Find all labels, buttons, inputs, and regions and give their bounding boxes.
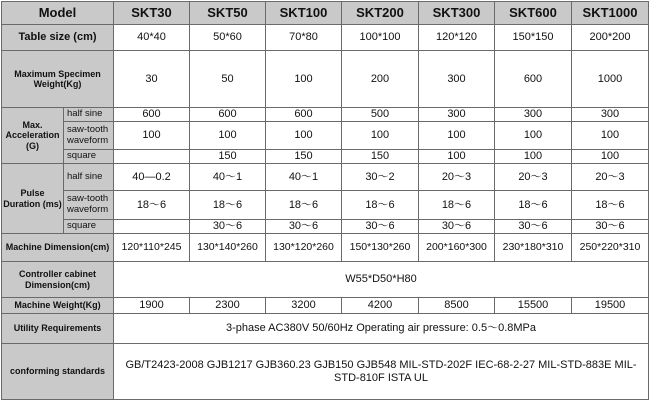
machine-dimension-row [2,234,649,262]
pulse-square-value: 30～6 [190,220,266,234]
pulse-square-value: 30～6 [342,220,419,234]
controller-dimension-value: W55*D50*H80 [114,262,649,298]
pulse-sawtooth-value: 18～6 [342,191,419,220]
acceleration-square-value: 100 [419,150,495,164]
acceleration-half-sine-value: 300 [572,108,649,122]
acceleration-square-value: 100 [572,150,649,164]
acceleration-square-value [114,150,190,164]
acceleration-half-sine-value: 500 [342,108,419,122]
model-skt1000: SKT1000 [572,2,649,25]
max-weight-value: 600 [495,51,572,108]
machine-weight-label: Machine Weight(Kg) [2,298,114,314]
max-weight-label: Maximum Specimen Weight(Kg) [2,51,114,108]
max-weight-value: 50 [190,51,266,108]
pulse-half-sine-value: 20～3 [495,164,572,191]
machine-weight-value: 15500 [495,298,572,314]
max-weight-value: 1000 [572,51,649,108]
pulse-sawtooth-value: 18～6 [572,191,649,220]
acceleration-sawtooth-value: 100 [495,122,572,150]
table-size-value: 50*60 [190,25,266,51]
acceleration-half-sine-label: half sine [64,108,114,122]
machine-dimension-value: 150*130*260 [342,234,419,262]
model-label: Model [2,2,114,25]
pulse-half-sine-row [2,164,649,191]
machine-dimension-value: 130*140*260 [190,234,266,262]
pulse-square-row [2,220,649,234]
acceleration-square-value: 150 [342,150,419,164]
pulse-square-value: 30～6 [266,220,342,234]
table-size-value: 40*40 [114,25,190,51]
table-size-value: 70*80 [266,25,342,51]
pulse-square-value: 30～6 [419,220,495,234]
utility-value: 3-phase AC380V 50/60Hz Operating air pressure: 0.5～0.8MPa [114,314,649,344]
machine-dimension-value: 200*160*300 [419,234,495,262]
acceleration-sawtooth-value: 100 [266,122,342,150]
machine-weight-value: 19500 [572,298,649,314]
max-weight-row [2,51,649,108]
pulse-half-sine-value: 40～1 [266,164,342,191]
pulse-sawtooth-row [2,191,649,220]
machine-dimension-value: 230*180*310 [495,234,572,262]
table-size-value: 120*120 [419,25,495,51]
model-skt300: SKT300 [419,2,495,25]
acceleration-half-sine-value: 300 [419,108,495,122]
pulse-sawtooth-label: saw-tooth waveform [64,191,114,220]
acceleration-half-sine-row [2,108,649,122]
pulse-half-sine-value: 30～2 [342,164,419,191]
acceleration-square-value: 150 [266,150,342,164]
acceleration-sawtooth-value: 100 [572,122,649,150]
machine-dimension-value: 250*220*310 [572,234,649,262]
acceleration-square-row [2,150,649,164]
standards-row [2,344,649,400]
pulse-half-sine-value: 40—0.2 [114,164,190,191]
acceleration-sawtooth-value: 100 [190,122,266,150]
controller-dimension-label: Controller cabinet Dimension(cm) [2,262,114,298]
machine-weight-row [2,298,649,314]
pulse-sawtooth-value: 18～6 [495,191,572,220]
pulse-sawtooth-value: 18～6 [190,191,266,220]
pulse-square-value: 30～6 [572,220,649,234]
model-skt200: SKT200 [342,2,419,25]
machine-dimension-value: 130*120*260 [266,234,342,262]
machine-dimension-value: 120*110*245 [114,234,190,262]
spec-sheet [1,1,649,400]
pulse-sawtooth-value: 18～6 [266,191,342,220]
machine-weight-value: 2300 [190,298,266,314]
machine-weight-value: 4200 [342,298,419,314]
acceleration-half-sine-value: 300 [495,108,572,122]
utility-row [2,314,649,344]
table-size-value: 200*200 [572,25,649,51]
model-skt30: SKT30 [114,2,190,25]
pulse-half-sine-label: half sine [64,164,114,191]
model-skt600: SKT600 [495,2,572,25]
acceleration-square-value: 150 [190,150,266,164]
table-size-row [2,25,649,51]
machine-weight-value: 1900 [114,298,190,314]
pulse-half-sine-value: 20～3 [419,164,495,191]
standards-label: conforming standards [2,344,114,400]
max-weight-value: 200 [342,51,419,108]
table-size-label: Table size (cm) [2,25,114,51]
acceleration-half-sine-value: 600 [266,108,342,122]
max-weight-value: 300 [419,51,495,108]
utility-label: Utility Requirements [2,314,114,344]
pulse-square-value [114,220,190,234]
acceleration-half-sine-value: 600 [114,108,190,122]
acceleration-sawtooth-value: 100 [114,122,190,150]
pulse-half-sine-value: 20～3 [572,164,649,191]
acceleration-square-label: square [64,150,114,164]
pulse-square-value: 30～6 [495,220,572,234]
model-skt50: SKT50 [190,2,266,25]
pulse-sawtooth-value: 18～6 [114,191,190,220]
machine-dimension-label: Machine Dimension(cm) [2,234,114,262]
max-weight-value: 100 [266,51,342,108]
machine-weight-value: 8500 [419,298,495,314]
acceleration-sawtooth-value: 100 [419,122,495,150]
acceleration-label: Max. Acceleration (G) [2,108,64,164]
standards-value: GB/T2423-2008 GJB1217 GJB360.23 GJB150 GJB548 MIL-STD-202F IEC-68-2-27 MIL-STD-883E MIL-STD-810F ISTA UL [114,344,649,400]
model-skt100: SKT100 [266,2,342,25]
pulse-sawtooth-value: 18～6 [419,191,495,220]
pulse-label: Pulse Duration (ms) [2,164,64,234]
pulse-half-sine-value: 40～1 [190,164,266,191]
table-size-value: 150*150 [495,25,572,51]
machine-weight-value: 3200 [266,298,342,314]
controller-dimension-row [2,262,649,298]
acceleration-sawtooth-value: 100 [342,122,419,150]
acceleration-sawtooth-row [2,122,649,150]
table-size-value: 100*100 [342,25,419,51]
spec-table [1,1,649,400]
max-weight-value: 30 [114,51,190,108]
pulse-square-label: square [64,220,114,234]
header-row [2,2,649,25]
acceleration-sawtooth-label: saw-tooth waveform [64,122,114,150]
acceleration-half-sine-value: 600 [190,108,266,122]
acceleration-square-value: 100 [495,150,572,164]
